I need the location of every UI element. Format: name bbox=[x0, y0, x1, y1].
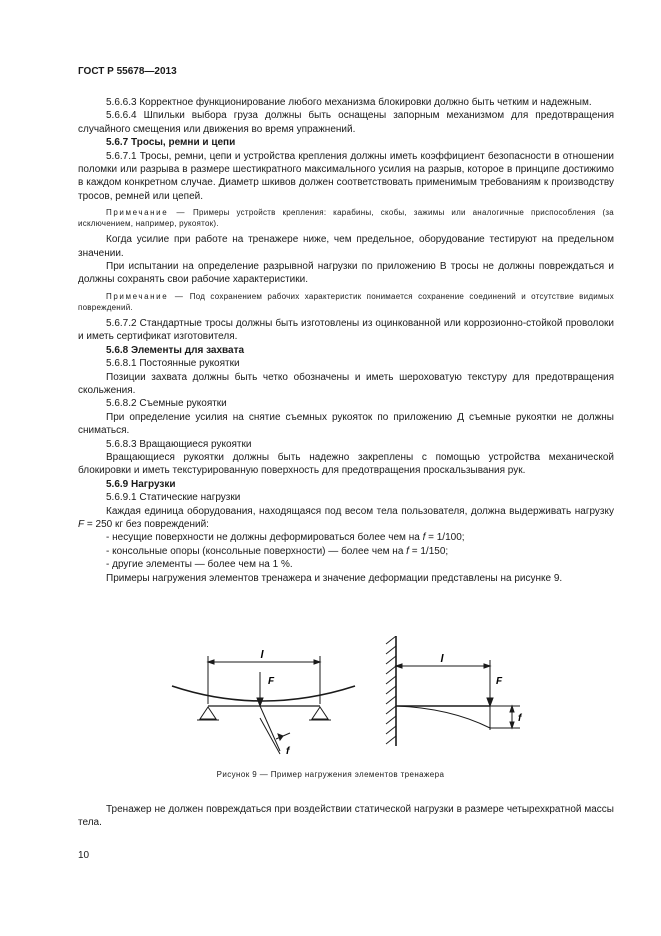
cantilever-deflected-curve bbox=[396, 706, 490, 728]
subheading-5691: 5.6.9.1 Статические нагрузки bbox=[106, 492, 241, 504]
clause-5671: 5.6.7.1 Тросы, ремни, цепи и устройства крепления должны иметь коэффициент безопасности в отношении поломки или разрыва в размере шестикратного максимального усилия на разрыв, которое в принципе достижимо в каждом конкретном случае. Диаметр шкивов должен соответствовать применимым требованиям к производству тросов, ремней или цепей. bbox=[78, 150, 614, 202]
list-item-2-symbol: f bbox=[406, 545, 409, 557]
note-1-label: Примечание — bbox=[106, 208, 187, 218]
label-l-right: l bbox=[440, 653, 444, 665]
figure-9-diagram bbox=[150, 636, 530, 766]
paragraph-5691 bbox=[78, 505, 614, 532]
list-item-2-value: = 1/150; bbox=[408, 545, 449, 557]
page-number: 10 bbox=[78, 850, 90, 861]
label-l-left: l bbox=[260, 649, 264, 661]
label-F-right: F bbox=[496, 676, 503, 687]
list-item-1-text: - несущие поверхности не должны деформироваться более чем на bbox=[106, 532, 423, 544]
subheading-5683: 5.6.8.3 Вращающиеся рукоятки bbox=[106, 438, 252, 450]
section-heading-567: 5.6.7 Тросы, ремни и цепи bbox=[106, 137, 236, 149]
document-header: ГОСТ Р 55678—2013 bbox=[78, 66, 177, 77]
label-F-left: F bbox=[268, 676, 275, 687]
note-1-text: Примеры устройств крепления: карабины, скобы, зажимы или аналогичные приспособления (за исключением, например, рукояток). bbox=[78, 208, 614, 229]
final-paragraph: Тренажер не должен повреждаться при воздействии статической нагрузки в размере четырехкратной массы тела. bbox=[78, 804, 614, 829]
note-2-text: Под сохранением рабочих характеристик понимается сохранение соединений и отсутствие видимых повреждений. bbox=[78, 291, 614, 312]
label-f-right: f bbox=[518, 713, 522, 724]
list-item-3: - другие элементы — более чем на 1 %. bbox=[106, 559, 293, 571]
paragraph-5691-part-b: = 250 кг без повреждений: bbox=[84, 518, 209, 530]
clause-5672: 5.6.7.2 Стандартные тросы должны быть изготовлены из оцинкованной или коррозионно-стойкой проволоки и иметь сертификат изготовителя. bbox=[78, 317, 614, 343]
paragraph-5681: Позиции захвата должны быть четко обозначены и иметь шероховатую текстуру для предотвращения скольжения. bbox=[78, 371, 614, 396]
list-item-2-text: - консольные опоры (консольные поверхности) — более чем на bbox=[106, 545, 407, 557]
paragraph-5683: Вращающиеся рукоятки должны быть надежно закреплены с помощью устройства механической блокировки и иметь текстурированную поверхность для предотвращения проскальзывания рук. bbox=[78, 451, 614, 477]
subheading-5682: 5.6.8.2 Съемные рукоятки bbox=[106, 398, 227, 410]
list-item-1-value: = 1/100; bbox=[425, 532, 465, 544]
figure-caption: Рисунок 9 — Пример нагружения элементов тренажера bbox=[216, 770, 445, 779]
paragraph-force-limit: Когда усилие при работе на тренажере ниже, чем предельное, оборудование тестируют на предельном значении. bbox=[78, 234, 614, 259]
paragraph-5691-symbol-F: F bbox=[78, 518, 85, 530]
support-right-icon bbox=[312, 707, 328, 719]
support-left-icon bbox=[200, 707, 216, 719]
beam-deflected-curve bbox=[172, 686, 355, 701]
note-1 bbox=[78, 207, 614, 229]
list-item-1-symbol: f bbox=[422, 532, 426, 544]
note-2-label: Примечание — bbox=[106, 291, 185, 301]
clause-5663: 5.6.6.3 Корректное функционирование любого механизма блокировки должно быть четким и надежным. bbox=[106, 97, 592, 108]
section-heading-568: 5.6.8 Элементы для захвата bbox=[106, 344, 245, 356]
note-2 bbox=[78, 291, 614, 313]
document-body bbox=[78, 96, 614, 585]
paragraph-5691-part-a: Каждая единица оборудования, находящаяся под весом тела пользователя, должна выдерживать нагрузку bbox=[106, 505, 614, 517]
list-item-1 bbox=[78, 531, 614, 544]
paragraph-5682: При определение усилия на снятие съемных рукояток по приложению Д съемные рукоятки не должны сниматься. bbox=[78, 411, 614, 437]
subheading-5681: 5.6.8.1 Постоянные рукоятки bbox=[106, 358, 240, 370]
clause-5664: 5.6.6.4 Шпильки выбора груза должны быть оснащены запорным механизмом для предотвращения случайного смещения или движения во время упражнений. bbox=[78, 110, 614, 135]
list-item-2 bbox=[78, 545, 614, 558]
label-f-left: f bbox=[286, 746, 290, 757]
deflection-leader-left bbox=[260, 706, 280, 751]
paragraph-break-test: При испытании на определение разрывной нагрузки по приложению В тросы не должны повреждаться и должны сохранять свои рабочие характеристики. bbox=[78, 261, 614, 286]
section-heading-569: 5.6.9 Нагрузки bbox=[106, 478, 176, 490]
paragraph-examples: Примеры нагружения элементов тренажера и значение деформации представлены на рисунке 9. bbox=[106, 572, 563, 584]
